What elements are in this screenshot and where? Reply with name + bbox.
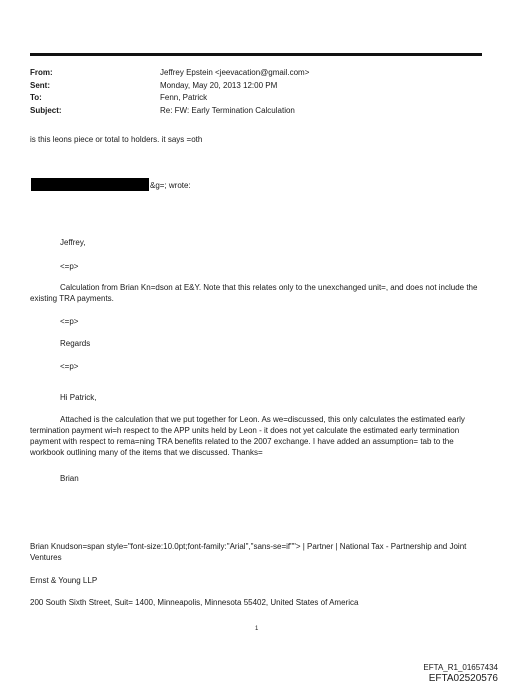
to-value: Fenn, Patrick (160, 93, 208, 102)
subject-label: Subject: (30, 105, 62, 115)
footer-id-2: EFTA02520576 (428, 673, 498, 684)
p-tag-1: <=p> (60, 262, 79, 271)
paragraph-calculation: Calculation from Brian Kn=dson at E&Y. Note that this relates only to the unexchanged unit=, and does not include the existing TRA payments. (30, 283, 478, 303)
p-tag-3: <=p> (60, 362, 79, 371)
page-number: 1 (255, 626, 259, 632)
sent-value: Monday, May 20, 2013 12:00 PM (160, 80, 278, 90)
from-value: Jeffrey Epstein <jeevacation@gmail.com> (160, 68, 310, 77)
reply-line: is this leons piece or total to holders. it says =oth (30, 135, 203, 144)
sent-label: Sent: (30, 80, 50, 90)
company-name: Ernst & Young LLP (30, 576, 98, 585)
header-rule (30, 53, 482, 56)
p-tag-2: <=p> (60, 317, 79, 326)
email-header (30, 67, 309, 117)
wrote-line: &g=; wrote: (150, 181, 191, 190)
greeting-jeffrey: Jeffrey, (60, 238, 86, 247)
regards-text: Regards (60, 339, 91, 348)
to-row (30, 92, 309, 105)
to-label: To: (30, 93, 42, 102)
footer-id-1: EFTA_R1_01657434 (423, 663, 498, 672)
from-row (30, 67, 309, 80)
sign-brian: Brian (60, 474, 79, 483)
from-label: From: (30, 68, 53, 77)
subject-value: Re: FW: Early Termination Calculation (160, 105, 295, 115)
greeting-patrick: Hi Patrick, (60, 393, 97, 402)
sent-row (30, 80, 309, 93)
redaction-bar (31, 178, 149, 191)
company-address: 200 South Sixth Street, Suit= 1400, Minneapolis, Minnesota 55402, United States of America (30, 598, 359, 607)
subject-row (30, 105, 309, 118)
signature-line: Brian Knudson=span style="font-size:10.0pt;font-family:"Arial","sans-se=if""> | Partner | National Tax - Partnership and Joint Ventures (30, 542, 467, 562)
paragraph-attached: Attached is the calculation that we put together for Leon. As we=discussed, this only calculates the estimated early termination payment wi=h respect to the APP units held by Leon - it does not yet calculate the estimated early termination payment with respect to rema=ning TRA benefits related to the 2007 exchange. I have added an assumption= tab to the workbook outlining many of the items that we discussed. Thanks= (30, 415, 465, 457)
